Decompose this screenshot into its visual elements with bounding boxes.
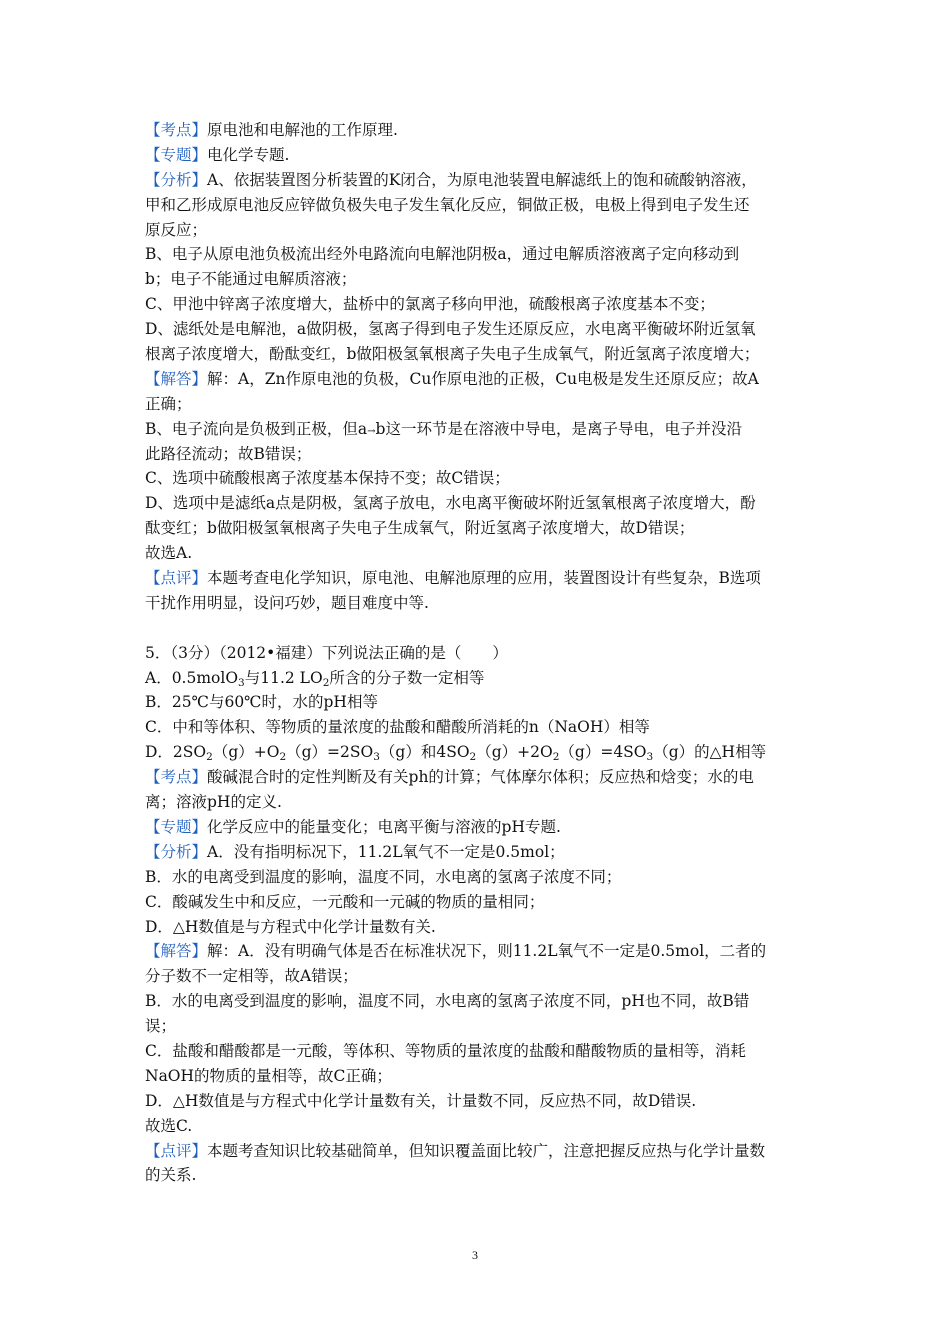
q4-jieda-line: B、电子流向是负极到正极，但a→b这一环节是在溶液中导电，是离子导电，电子并没沿 — [145, 419, 742, 438]
q5-jieda-line: D．△H数值是与方程式中化学计量数有关，计量数不同，反应热不同，故D错误. — [145, 1091, 697, 1110]
q4-zhuanti: 【专题】电化学专题. — [145, 145, 290, 164]
q5-option-a: A．0.5molO$_3$与11.2 $LO_2$所含的分子数一定相等 — [145, 668, 485, 689]
kaodian-tag: 【考点】 — [145, 121, 208, 139]
zhuanti-tag: 【专题】 — [145, 817, 208, 836]
q4-kaodian: 【考点】原电池和电解池的工作原理. — [145, 121, 398, 139]
q5-stem: 5．（3分）（2012•福建）下列说法正确的是（ ） — [145, 643, 508, 662]
page-number: 3 — [472, 1248, 478, 1262]
q5-dianping-line: 的关系. — [145, 1166, 197, 1185]
q5-jieda-line: 故选C. — [145, 1116, 193, 1135]
q5-jieda-line: 【解答】解：A．没有明确气体是否在标准状况下，则11.2L氧气不一定是0.5mol，二者的 — [145, 942, 767, 961]
q4-jieda-line: 【解答】解：A，Zn作原电池的负极，Cu作原电池的正极，Cu电极是发生还原反应；故A — [145, 369, 759, 388]
spacer — [145, 616, 810, 641]
jieda-tag: 【解答】 — [145, 942, 208, 961]
kaodian-tag: 【考点】 — [145, 768, 208, 787]
q4-jieda-line: 故选A. — [145, 544, 193, 563]
q5-option-c: C．中和等体积、等物质的量浓度的盐酸和醋酸所消耗的n（NaOH）相等 — [145, 718, 650, 737]
fenxi-tag: 【分析】 — [145, 842, 208, 861]
document-body — [145, 118, 810, 1188]
q5-jieda-line: NaOH的物质的量相等，故C正确； — [145, 1066, 392, 1085]
q4-fenxi-line: 甲和乙形成原电池反应锌做负极失电子发生氧化反应，铜做正极，电极上得到电子发生还 — [145, 195, 750, 214]
q5-option-b: B．25℃与60℃时，水的pH相等 — [145, 693, 378, 712]
dianping-tag: 【点评】 — [145, 1141, 208, 1160]
q5-fenxi-line: B．水的电离受到温度的影响，温度不同，水电离的氢离子浓度不同； — [145, 867, 622, 886]
arrow-icon: → — [367, 425, 376, 437]
q4-dianping-line: 【点评】本题考查电化学知识，原电池、电解池原理的应用，装置图设计有些复杂，B选项 — [145, 569, 761, 588]
q4-dianping-line: 干扰作用明显，设问巧妙，题目难度中等. — [145, 593, 429, 612]
q5-kaodian: 【考点】酸碱混合时的定性判断及有关ph的计算；气体摩尔体积；反应热和焓变；水的电 — [145, 768, 754, 787]
q4-fenxi-line: 根离子浓度增大，酚酞变红，b做阳极氢氧根离子失电子生成氧气，附近氢离子浓度增大； — [145, 345, 760, 364]
q5-jieda-line: B．水的电离受到温度的影响，温度不同，水电离的氢离子浓度不同，pH也不同，故B错 — [145, 992, 750, 1011]
fenxi-tag: 【分析】 — [145, 170, 208, 189]
q4-fenxi-line: b；电子不能通过电解质溶液； — [145, 270, 357, 289]
q4-fenxi-line: D、滤纸处是电解池，a做阴极，氢离子得到电子发生还原反应，水电离平衡破坏附近氢氧 — [145, 320, 756, 339]
q4-fenxi-line: 【分析】A、依据装置图分析装置的K闭合，为原电池装置电解滤纸上的饱和硫酸钠溶液， — [145, 170, 757, 189]
q5-jieda-line: 误； — [145, 1017, 177, 1036]
jieda-tag: 【解答】 — [145, 369, 208, 388]
q4-jieda-line: D、选项中是滤纸a点是阴极，氢离子放电，水电离平衡破坏附近氢氧根离子浓度增大，酚 — [145, 494, 756, 513]
q5-dianping-line: 【点评】本题考查知识比较基础简单，但知识覆盖面比较广，注意把握反应热与化学计量数 — [145, 1141, 766, 1160]
q4-jieda-line: C、选项中硫酸根离子浓度基本保持不变；故C错误； — [145, 469, 510, 488]
q4-jieda-line: 正确； — [145, 394, 192, 413]
q5-fenxi-line: 【分析】A．没有指明标况下，11.2L氧气不一定是0.5mol； — [145, 842, 565, 861]
q5-zhuanti: 【专题】化学反应中的能量变化；电离平衡与溶液的pH专题. — [145, 817, 561, 836]
q5-jieda-line: C．盐酸和醋酸都是一元酸，等体积、等物质的量浓度的盐酸和醋酸物质的量相等，消耗 — [145, 1041, 746, 1060]
q5-option-d: D．$2SO_2(g)+O_2(g)=2SO_3(g)$和$4SO_2(g)+2O_2(g)=4SO_3(g)$的△H相等 — [145, 743, 767, 764]
q4-jieda-line: 酞变红；b做阳极氢氧根离子失电子生成氧气，附近氢离子浓度增大，故D错误； — [145, 519, 695, 538]
zhuanti-tag: 【专题】 — [145, 145, 208, 164]
dianping-tag: 【点评】 — [145, 569, 208, 588]
q4-fenxi-line: 原反应； — [145, 220, 208, 239]
q4-fenxi-line: C、甲池中锌离子浓度增大，盐桥中的氯离子移向甲池，硫酸根离子浓度基本不变； — [145, 295, 715, 314]
q4-jieda-line: 此路径流动；故B错误； — [145, 444, 312, 463]
q5-kaodian: 离；溶液pH的定义. — [145, 793, 282, 812]
q5-jieda-line: 分子数不一定相等，故A错误； — [145, 967, 358, 986]
q5-fenxi-line: C．酸碱发生中和反应，一元酸和一元碱的物质的量相同； — [145, 892, 545, 911]
q4-fenxi-line: B、电子从原电池负极流出经外电路流向电解池阴极a，通过电解质溶液离子定向移动到 — [145, 245, 740, 264]
q5-fenxi-line: D．△H数值是与方程式中化学计量数有关. — [145, 917, 436, 936]
